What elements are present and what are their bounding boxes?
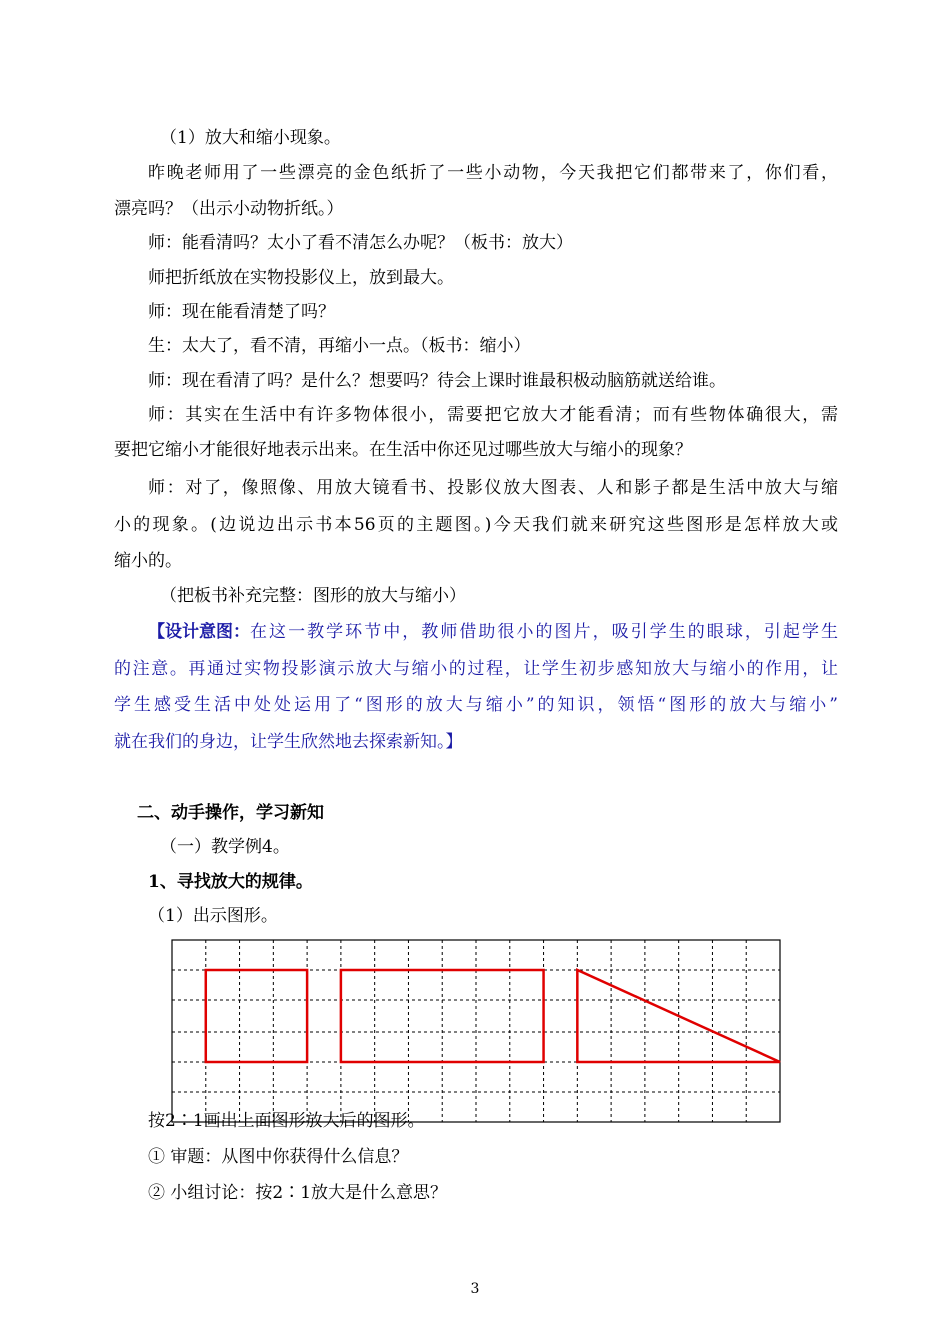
grid-figure — [170, 938, 784, 1124]
design-intent-text: 的注意。再通过实物投影演示放大与缩小的过程，让学生初步感知放大与缩小的作用，让 — [114, 659, 838, 679]
design-intent-text: 在这一教学环节中，教师借助很小的图片，吸引学生的眼球，引起学生 — [250, 622, 838, 642]
step-subtitle: （1）出示图形。 — [148, 906, 278, 926]
figure-shapes — [206, 970, 780, 1062]
question-line: ② 小组讨论：按2∶1放大是什么意思？ — [148, 1183, 448, 1203]
square-shape — [206, 970, 307, 1062]
dialog-line: 师：现在能看清楚了吗？ — [148, 302, 335, 322]
paragraph-text: 缩小的。 — [114, 551, 182, 571]
dialog-line: 师：能看清吗？太小了看不清怎么办呢？（板书：放大） — [148, 233, 573, 253]
question-line: ① 审题：从图中你获得什么信息？ — [148, 1147, 409, 1167]
paragraph-text: 师：其实在生活中有许多物体很小，需要把它放大才能看清；而有些物体确很大，需 — [148, 405, 838, 425]
design-intent-label: 【设计意图： — [148, 622, 250, 642]
para-heading-zoom: （1）放大和缩小现象。 — [160, 128, 341, 148]
design-intent-text: 学生感受生活中处处运用了“图形的放大与缩小”的知识，领悟“图形的放大与缩小” — [114, 695, 838, 715]
grid-svg — [170, 938, 784, 1124]
paragraph-text: 昨晚老师用了一些漂亮的金色纸折了一些小动物，今天我把它们都带来了，你们看， — [148, 163, 838, 183]
page-number: 3 — [470, 1281, 480, 1297]
design-intent-text: 就在我们的身边，让学生欣然地去探索新知。】 — [114, 732, 463, 752]
step-title: 1、寻找放大的规律。 — [148, 872, 313, 892]
paragraph-text: 小的现象。(边说边出示书本56页的主题图。)今天我们就来研究这些图形是怎样放大或 — [114, 515, 838, 535]
dialog-line: 师把折纸放在实物投影仪上，放到最大。 — [148, 268, 454, 288]
subsection-title: （一）教学例4。 — [160, 837, 290, 857]
paragraph-text: 要把它缩小才能很好地表示出来。在生活中你还见过哪些放大与缩小的现象？ — [114, 440, 692, 460]
board-note: （把板书补充完整：图形的放大与缩小） — [160, 586, 466, 606]
paragraph-text: 漂亮吗？（出示小动物折纸。） — [114, 199, 344, 219]
design-intent-line — [148, 622, 838, 642]
instruction-text: 按2∶1画出上面图形放大后的图形。 — [148, 1111, 425, 1131]
paragraph-text: 师：对了，像照像、用放大镜看书、投影仪放大图表、人和影子都是生活中放大与缩 — [148, 478, 838, 498]
dialog-line: 师：现在看清了吗？是什么？想要吗？待会上课时谁最积极动脑筋就送给谁。 — [148, 371, 726, 391]
section-title: 二、动手操作，学习新知 — [137, 803, 324, 823]
dialog-line: 生：太大了，看不清，再缩小一点。（板书：缩小） — [148, 336, 531, 356]
grid-lines — [172, 940, 780, 1122]
